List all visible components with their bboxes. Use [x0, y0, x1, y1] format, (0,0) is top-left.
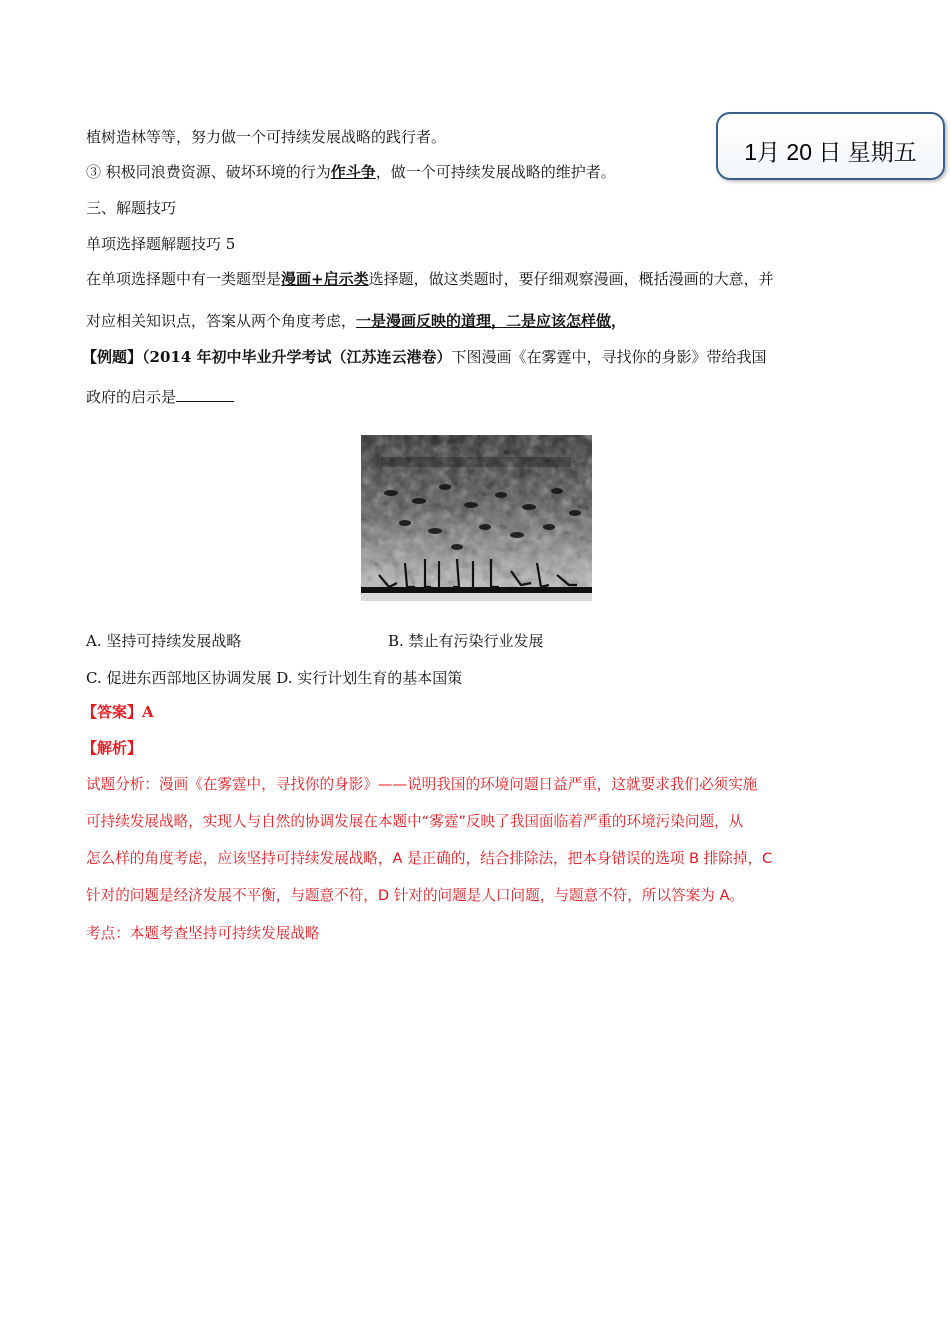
smog-cartoon-image — [361, 435, 592, 601]
answer-blank — [176, 386, 234, 402]
date-box: 1月 20 日 星期五 — [716, 112, 945, 180]
answer-label: 【答案】 — [82, 703, 143, 721]
analysis-text-2: 可持续发展战略，实现人与自然的协调发展在本题中“雾霆”反映了我国面临着严重的环境污染问题，从 — [86, 813, 744, 830]
analysis-text-3: 怎么样的角度考虑，应该坚持可持续发展战略，A 是正确的，结合排除法，把本身错误的选项 B 排除掉，C — [86, 850, 773, 867]
question-line — [86, 386, 234, 408]
section-heading: 三、解题技巧 — [86, 199, 177, 217]
text-line-1: 植树造林等等，努力做一个可持续发展战略的践行者。 — [86, 128, 447, 146]
sub-heading: 单项选择题解题技巧 5 — [86, 235, 236, 253]
text-line-6-emphasis: 一是漫画反映的道理，二是应该怎样做 — [356, 312, 612, 330]
example-source: （2014 年初中毕业升学考试（江苏连云港卷） — [142, 348, 452, 366]
answer-line — [82, 701, 154, 723]
example-line — [82, 346, 767, 368]
analysis-text-4: 针对的问题是经济发展不平衡，与题意不符，D 针对的问题是人口问题，与题意不符，所以答案为 A。 — [86, 887, 745, 904]
option-c: C. 促进东西部地区协调发展 — [86, 669, 272, 687]
text-line-5-c: 选择题，做这类题时，要仔细观察漫画，概括漫画的大意，并 — [368, 270, 774, 288]
example-question: 下图漫画《在雾霆中，寻找你的身影》带给我国 — [451, 348, 767, 366]
analysis-text-1: 试题分析：漫画《在雾霆中，寻找你的身影》——说明我国的环境问题日益严重，这就要求我们必须实施 — [86, 776, 758, 793]
text-line-6 — [86, 310, 626, 332]
text-line-6-c: ， — [611, 312, 627, 330]
kaodian-text: 考点：本题考查坚持可持续发展战略 — [86, 925, 320, 942]
analysis-label: 【解析】 — [82, 739, 143, 757]
text-line-2-c: ，做一个可持续发展战略的维护者。 — [375, 163, 616, 181]
example-label: 【例题】 — [82, 348, 143, 366]
text-line-2-emphasis: 作斗争 — [330, 163, 376, 181]
option-d: D. 实行计划生育的基本国策 — [276, 669, 463, 687]
options-line-1 — [86, 630, 544, 652]
text-line-5-a: 在单项选择题中有一类题型是 — [86, 270, 282, 288]
text-line-5-emphasis: 漫画+启示类 — [281, 270, 369, 288]
text-line-2 — [86, 161, 616, 183]
option-b: B. 禁止有污染行业发展 — [388, 632, 544, 650]
option-a: A. 坚持可持续发展战略 — [86, 632, 242, 650]
text-line-5 — [86, 268, 774, 290]
question-text: 政府的启示是 — [86, 388, 177, 406]
text-line-6-a: 对应相关知识点，答案从两个角度考虑， — [86, 312, 357, 330]
answer-value: A — [142, 703, 154, 721]
text-line-2-a: ③ 积极同浪费资源、破坏环境的行为 — [86, 163, 331, 181]
options-line-2 — [86, 667, 462, 689]
